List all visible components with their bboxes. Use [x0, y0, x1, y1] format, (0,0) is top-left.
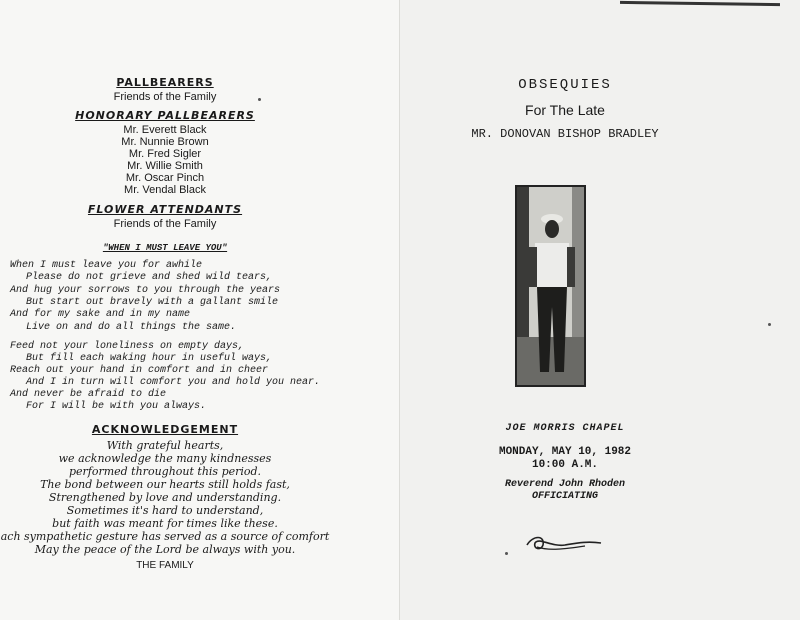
pallbearers-text: Friends of the Family — [113, 91, 217, 103]
ack-line: With grateful hearts, — [106, 439, 224, 452]
honorary-name: Mr. Willie Smith — [127, 160, 203, 172]
ack-line: Sometimes it's hard to understand, — [66, 504, 264, 517]
honorary-pallbearers-heading: HONORARY PALLBEARERS — [75, 109, 255, 122]
poem-line: Please do not grieve and shed wild tears, — [26, 272, 273, 283]
poem-line: Feed not your loneliness on empty days, — [10, 341, 245, 352]
obsequies-title: OBSEQUIES — [518, 77, 612, 93]
honorary-name: Mr. Everett Black — [123, 124, 207, 136]
pallbearers-heading: PALLBEARERS — [116, 76, 214, 89]
acknowledgement-heading: ACKNOWLEDGEMENT — [91, 423, 239, 436]
service-date: MONDAY, MAY 10, 1982 — [498, 446, 632, 458]
ack-line: ach sympathetic gesture has served as a source of comfort — [0, 530, 330, 543]
honorary-name: Mr. Fred Sigler — [128, 148, 202, 160]
ornament-flourish-icon — [525, 533, 603, 553]
chapel-name: JOE MORRIS CHAPEL — [505, 423, 625, 434]
ack-line: May the peace of the Lord be always with you. — [34, 543, 296, 556]
poem-line: Reach out your hand in comfort and in cheer — [10, 365, 269, 376]
poem-line: And for my sake and in my name — [10, 309, 191, 320]
poem-line: When I must leave you for awhile — [10, 260, 203, 271]
edge-mark — [620, 1, 780, 6]
poem-line: But start out bravely with a gallant smile — [26, 297, 279, 308]
poem-line: And I in turn will comfort you and hold you near. — [26, 377, 321, 388]
deceased-name: MR. DONOVAN BISHOP BRADLEY — [471, 127, 659, 141]
service-time: 10:00 A.M. — [531, 459, 598, 471]
ack-line: but faith was meant for times like these. — [52, 517, 278, 530]
poem-line: For I will be with you always. — [26, 401, 207, 412]
portrait-photo — [515, 185, 586, 387]
portrait-illustration — [517, 187, 584, 385]
officiating-label: OFFICIATING — [531, 491, 598, 502]
for-the-late: For The Late — [525, 102, 605, 118]
ack-line: Strengthened by love and understanding. — [48, 491, 282, 504]
speck — [768, 323, 771, 326]
speck — [505, 552, 508, 555]
poem-title: "WHEN I MUST LEAVE YOU" — [102, 243, 228, 253]
ack-line: we acknowledge the many kindnesses — [58, 452, 272, 465]
flower-attendants-text: Friends of the Family — [113, 218, 217, 230]
poem-line: And never be afraid to die — [10, 389, 167, 400]
honorary-name: Mr. Oscar Pinch — [125, 172, 205, 184]
poem-line: But fill each waking hour in useful ways, — [26, 353, 273, 364]
ack-line: performed throughout this period. — [68, 465, 262, 478]
poem-line: Live on and do all things the same. — [26, 322, 237, 333]
speck — [258, 98, 261, 101]
poem-line: And hug your sorrows to you through the years — [10, 285, 281, 296]
honorary-name: Mr. Nunnie Brown — [121, 136, 209, 148]
ack-line: The bond between our hearts still holds fast, — [40, 478, 290, 491]
honorary-name: Mr. Vendal Black — [124, 184, 206, 196]
flower-attendants-heading: FLOWER ATTENDANTS — [87, 203, 243, 216]
family-signature: THE FAMILY — [136, 560, 194, 571]
right-page — [400, 0, 800, 620]
officiant-name: Reverend John Rhoden — [504, 479, 626, 490]
